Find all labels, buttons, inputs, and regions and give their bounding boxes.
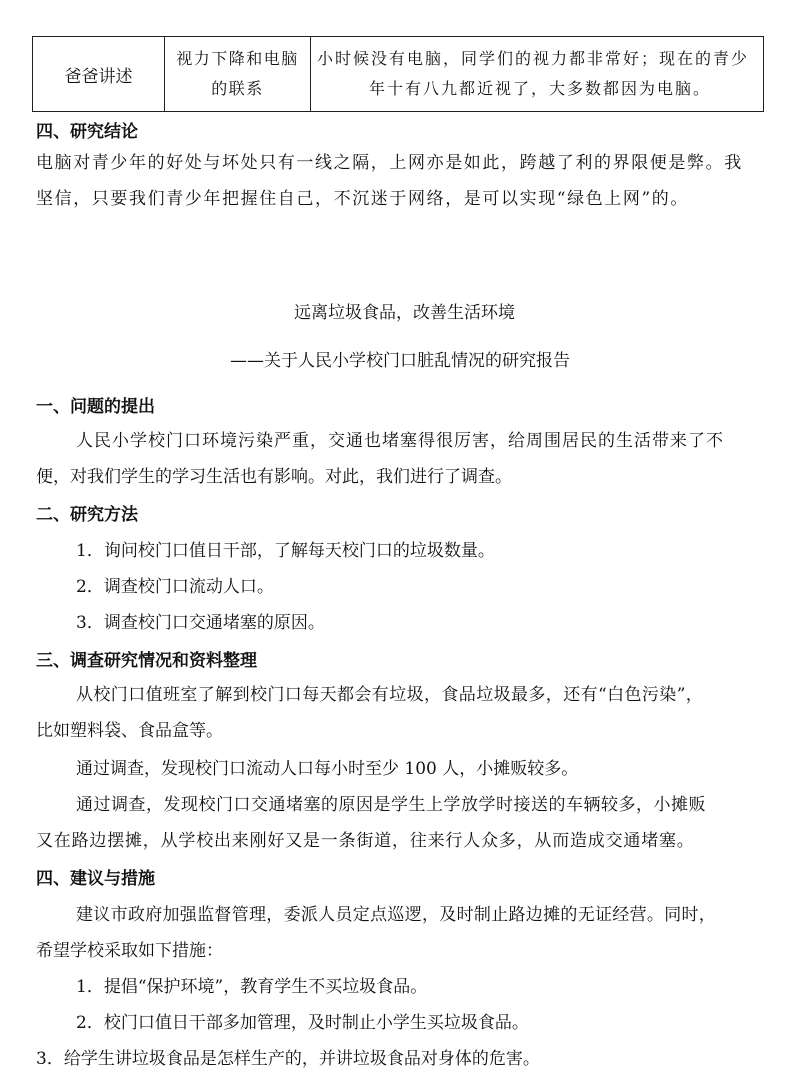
section-3-p3-line-1: 通过调查，发现校门口交通堵塞的原因是学生上学放学时接送的车辆较多，小摊贩 (76, 795, 706, 815)
conclusion-heading: 四、研究结论 (36, 122, 138, 142)
section-1-line-2: 便，对我们学生的学习生活也有影响。对此，我们进行了调查。 (36, 467, 512, 487)
table-cell-content (311, 37, 764, 112)
method-item-3: 3．调查校门口交通堵塞的原因。 (76, 613, 325, 633)
measure-item-1: 1．提倡“保护环境”，教育学生不买垃圾食品。 (76, 977, 428, 997)
section-2-heading: 二、研究方法 (36, 505, 138, 525)
conclusion-line-2: 坚信，只要我们青少年把握住自己，不沉迷于网络，是可以实现“绿色上网”的。 (36, 189, 689, 209)
table-row (33, 37, 764, 112)
table-cell-topic (165, 37, 311, 112)
measure-item-3: 3．给学生讲垃圾食品是怎样生产的，并讲垃圾食品对身体的危害。 (36, 1049, 540, 1069)
survey-table (32, 36, 764, 112)
section-3-p2: 通过调查，发现校门口流动人口每小时至少 100 人，小摊贩较多。 (76, 759, 579, 779)
report-title: 远离垃圾食品，改善生活环境 (294, 303, 515, 323)
section-3-p3-line-2: 又在路边摆摊，从学校出来刚好又是一条街道，往来行人众多，从而造成交通堵塞。 (36, 831, 695, 851)
section-4-p1-line-2: 希望学校采取如下措施： (36, 941, 223, 961)
topic-line-2: 的联系 (211, 79, 264, 98)
report-subtitle: ——关于人民小学校门口脏乱情况的研究报告 (230, 351, 570, 371)
topic-line-1: 视力下降和电脑 (176, 49, 299, 68)
section-1-heading: 一、问题的提出 (36, 397, 155, 417)
method-item-1: 1．询问校门口值日干部，了解每天校门口的垃圾数量。 (76, 541, 495, 561)
section-4-p1-line-1: 建议市政府加强监督管理，委派人员定点巡逻，及时制止路边摊的无证经营。同时， (76, 905, 717, 925)
section-3-heading: 三、调查研究情况和资料整理 (36, 651, 257, 671)
section-3-p1-line-2: 比如塑料袋、食品盒等。 (36, 721, 223, 741)
conclusion-line-1: 电脑对青少年的好处与坏处只有一线之隔，上网亦是如此，跨越了利的界限便是弊。我 (36, 153, 743, 173)
table-cell-source: 爸爸讲述 (33, 37, 165, 112)
section-3-p1-line-1: 从校门口值班室了解到校门口每天都会有垃圾，食品垃圾最多，还有“白色污染”， (76, 685, 704, 705)
method-item-2: 2．调查校门口流动人口。 (76, 577, 274, 597)
section-1-line-1: 人民小学校门口环境污染严重，交通也堵塞得很厉害，给周围居民的生活带来了不 (76, 431, 724, 451)
section-4-heading: 四、建议与措施 (36, 869, 155, 889)
measure-item-2: 2．校门口值日干部多加管理，及时制止小学生买垃圾食品。 (76, 1013, 529, 1033)
content-line-2: 年十有八九都近视了，大多数都因为电脑。 (368, 79, 711, 98)
content-line-1: 小时候没有电脑，同学们的视力都非常好；现在的青少 (317, 49, 750, 68)
